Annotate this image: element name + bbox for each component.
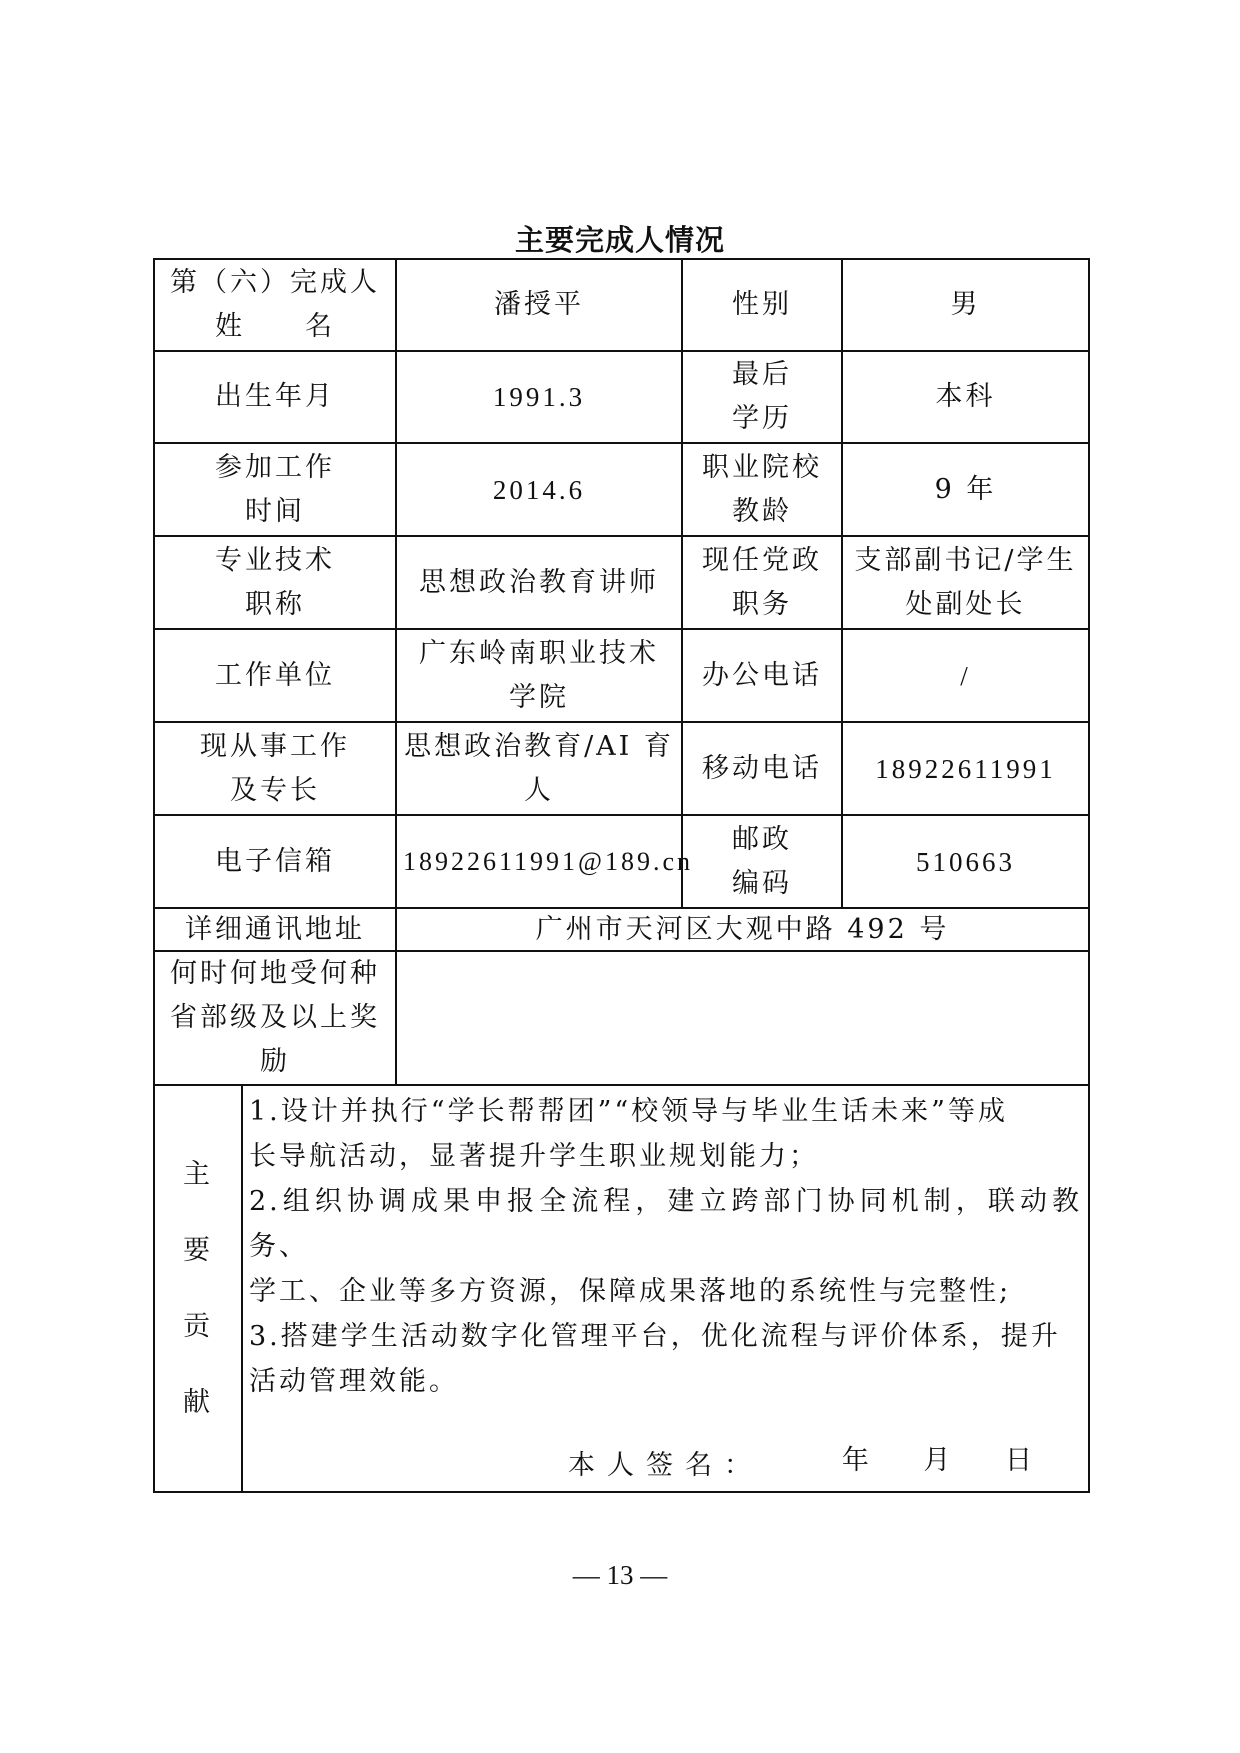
unit-value-cell: [396, 629, 682, 722]
contribution-label-char: 贡: [183, 1310, 213, 1342]
gender-value: 男: [842, 259, 1089, 351]
award-label: 何时何地受何种: [170, 958, 380, 989]
education-label: 最后: [732, 359, 792, 390]
field-label-cell: [154, 722, 396, 815]
contribution-line: 活动管理效能。: [249, 1366, 459, 1397]
workstart-label: 时间: [245, 495, 305, 527]
post-value-cell: [842, 536, 1089, 629]
post-label-cell: [682, 536, 842, 629]
title-value: 思想政治教育讲师: [396, 536, 682, 629]
table-row: [154, 951, 1089, 1085]
email-value: 18922611991@189.cn: [396, 815, 682, 908]
contribution-label-char: 献: [183, 1386, 213, 1418]
contribution-line: 1.设计并执行“学长帮帮团”“校领导与毕业生话未来”等成: [249, 1096, 1008, 1127]
page-number: — 13 —: [572, 1560, 668, 1590]
signature-label: 本人签名：: [568, 1450, 763, 1481]
unit-value: 广东岭南职业技术: [419, 637, 659, 669]
birth-label: 出生年月: [154, 351, 396, 443]
name-label: 第（六）完成人: [170, 267, 380, 298]
post-value: 支部副书记/学生: [854, 544, 1077, 576]
table-row: [154, 536, 1089, 629]
contribution-line: 2.组织协调成果申报全流程，建立跨部门协同机制，联动教务、: [249, 1186, 1082, 1262]
post-label: 现任党政: [702, 544, 822, 576]
table-row: [154, 908, 1089, 951]
name-label-cell: [154, 259, 396, 351]
post-value: 处副处长: [905, 588, 1026, 620]
contribution-label-char: 要: [183, 1234, 213, 1266]
table-row: [154, 629, 1089, 722]
birth-value: 1991.3: [396, 351, 682, 443]
field-value: 思想政治教育/AI 育: [404, 730, 674, 762]
title-label-cell: [154, 536, 396, 629]
teaching-label: 职业院校: [702, 451, 822, 483]
date-line: [796, 1431, 1032, 1491]
name-value: 潘授平: [396, 259, 682, 351]
contribution-line: 长导航活动，显著提升学生职业规划能力；: [249, 1141, 819, 1172]
table-row: [154, 815, 1089, 908]
field-value: 人: [524, 774, 554, 806]
postcode-value: 510663: [842, 815, 1089, 908]
title-label: 职称: [245, 588, 305, 620]
table-row: [154, 722, 1089, 815]
workstart-label-cell: [154, 443, 396, 536]
date-year: 年: [841, 1445, 869, 1476]
workstart-label: 参加工作: [215, 451, 335, 483]
postcode-label-cell: [682, 815, 842, 908]
contribution-line: 学工、企业等多方资源，保障成果落地的系统性与完整性;: [249, 1276, 1012, 1307]
field-label: 及专长: [230, 774, 320, 806]
award-label-cell: [154, 951, 396, 1085]
award-value: [396, 951, 1089, 1085]
contribution-line: 3.搭建学生活动数字化管理平台，优化流程与评价体系，提升: [249, 1321, 1061, 1352]
gender-label: 性别: [682, 259, 842, 351]
workstart-value: 2014.6: [396, 443, 682, 536]
title-label: 专业技术: [215, 544, 335, 576]
contribution-label: [154, 1085, 242, 1492]
education-value: 本科: [842, 351, 1089, 443]
mobile-label: 移动电话: [682, 722, 842, 815]
address-value: 广州市天河区大观中路 492 号: [396, 908, 1089, 951]
field-label: 现从事工作: [200, 730, 350, 762]
office-phone-label: 办公电话: [682, 629, 842, 722]
date-month: 月: [923, 1445, 951, 1476]
teaching-label-cell: [682, 443, 842, 536]
field-value-cell: [396, 722, 682, 815]
postcode-label: 邮政: [732, 823, 792, 855]
postcode-label: 编码: [732, 867, 792, 899]
email-label: 电子信箱: [154, 815, 396, 908]
table-row: [154, 351, 1089, 443]
unit-label: 工作单位: [154, 629, 396, 722]
table-row: [154, 443, 1089, 536]
contribution-label-char: 主: [183, 1158, 213, 1190]
mobile-value: 18922611991: [842, 722, 1089, 815]
address-label: 详细通讯地址: [154, 908, 396, 951]
table-row: [154, 1085, 1089, 1492]
personnel-info-table: [153, 258, 1090, 1493]
teaching-value: 9 年: [842, 443, 1089, 536]
name-label: 姓 名: [215, 311, 335, 342]
education-label-cell: [682, 351, 842, 443]
date-day: 日: [1005, 1445, 1032, 1476]
page-title: 主要完成人情况: [514, 223, 725, 257]
teaching-label: 教龄: [732, 495, 792, 527]
office-phone-value: /: [842, 629, 1089, 722]
award-label: 省部级及以上奖励: [170, 1002, 380, 1077]
education-label: 学历: [732, 403, 792, 434]
table-row: [154, 259, 1089, 351]
post-label: 职务: [732, 588, 792, 620]
unit-value: 学院: [509, 681, 569, 713]
contribution-content: [242, 1085, 1089, 1492]
